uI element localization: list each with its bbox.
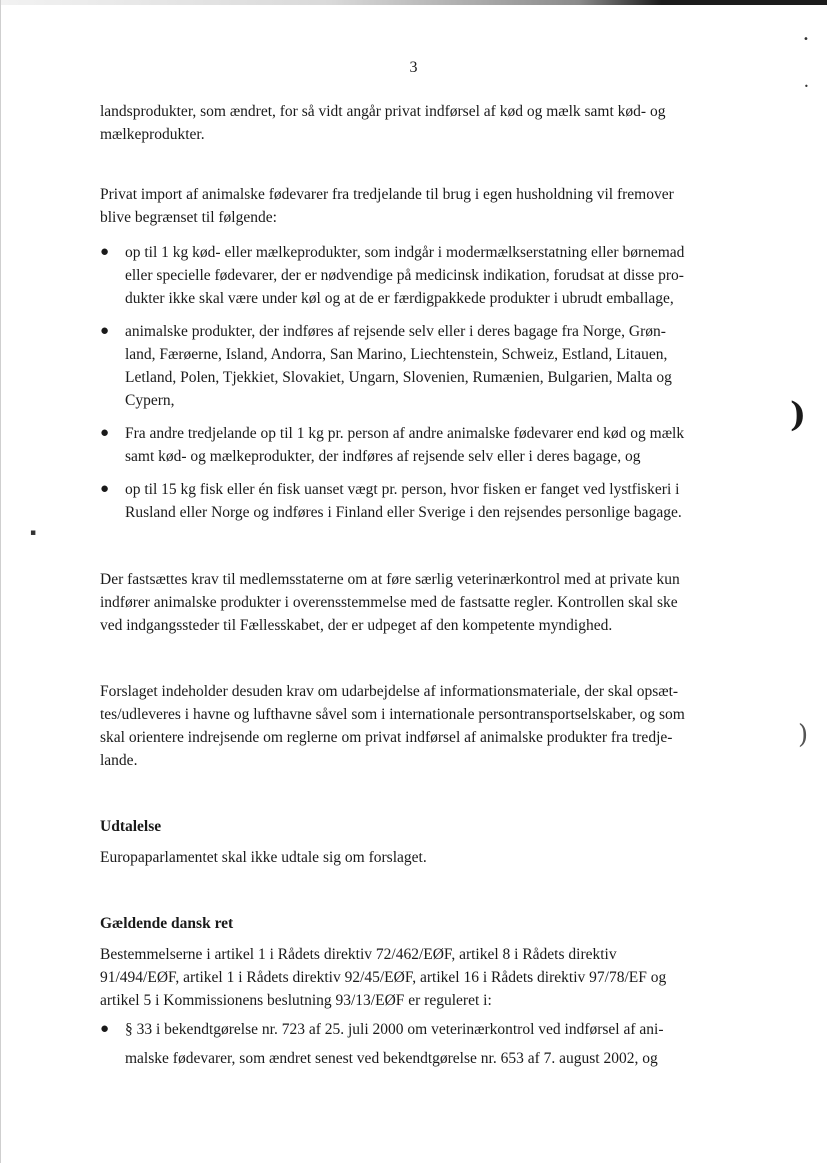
binder-hole-mark: ) [790, 395, 807, 435]
text-line: land, Færøerne, Island, Andorra, San Marino, Liechtenstein, Schweiz, Estland, Litauen, [125, 346, 668, 363]
bullet-icon: ● [100, 1021, 110, 1037]
import-paragraph [100, 183, 740, 229]
list-item [100, 422, 740, 468]
text-line: mælkeprodukter. [100, 126, 205, 143]
text-line: dukter ikke skal være under køl og at de er færdigpakkede produkter i ubrudt emballage, [125, 290, 674, 307]
section-heading-udtalelse: Udtalelse [100, 818, 162, 835]
list-item [100, 478, 740, 524]
binder-hole-mark: ) [798, 720, 809, 750]
list-item [100, 320, 740, 412]
bullet-icon: ● [100, 323, 110, 339]
text-line: Forslaget indeholder desuden krav om udarbejdelse af informationsmateriale, der skal opsæt- [100, 683, 679, 700]
text-line: § 33 i bekendtgørelse nr. 723 af 25. juli 2000 om veterinærkontrol ved indførsel af ani- [125, 1021, 664, 1038]
text-line: Fra andre tredjelande op til 1 kg pr. person af andre animalske fødevarer end kød og mælk [125, 425, 685, 442]
text-line: animalske produkter, der indføres af rejsende selv eller i deres bagage fra Norge, Grøn- [125, 323, 666, 340]
dansk-ret-paragraph [100, 943, 740, 1012]
bullet-icon: ● [100, 244, 110, 260]
scan-speck: • [804, 82, 809, 91]
text-line: Der fastsættes krav til medlemsstaterne om at føre særlig veterinærkontrol med at private kun [100, 571, 680, 588]
import-limits-list [100, 241, 740, 524]
text-line: samt kød- og mælkeprodukter, der indføres af rejsende selv eller i deres bagage, og [125, 448, 641, 465]
text-line: lande. [100, 752, 138, 769]
information-paragraph [100, 680, 740, 772]
text-line: blive begrænset til følgende: [100, 209, 277, 226]
text-line: eller specielle fødevarer, der er nødvendige på medicinsk indikation, forudsat at disse pro- [125, 267, 684, 284]
text-line: Letland, Polen, Tjekkiet, Slovakiet, Ungarn, Slovenien, Rumænien, Bulgarien, Malta og [125, 369, 672, 386]
control-paragraph [100, 568, 740, 637]
list-item [100, 1015, 740, 1073]
scan-speck: ▪ [30, 528, 37, 538]
text-line: landsprodukter, som ændret, for så vidt angår privat indførsel af kød og mælk samt kød- og [100, 103, 666, 120]
bullet-icon: ● [100, 481, 110, 497]
scan-left-edge [0, 0, 1, 1163]
text-line: Bestemmelserne i artikel 1 i Rådets direktiv 72/462/EØF, artikel 8 i Rådets direktiv [100, 946, 617, 963]
text-line: Privat import af animalske fødevarer fra tredjelande til brug i egen husholdning vil fremover [100, 186, 674, 203]
text-line: tes/udleveres i havne og lufthavne såvel som i internationale persontransportselskaber, og som [100, 706, 685, 723]
text-line: Rusland eller Norge og indføres i Finland eller Sverige i den rejsendes personlige bagage. [125, 504, 682, 521]
text-line: Cypern, [125, 392, 175, 409]
section-heading-dansk-ret: Gældende dansk ret [100, 915, 234, 932]
bullet-icon: ● [100, 425, 110, 441]
text-line: malske fødevarer, som ændret senest ved bekendtgørelse nr. 653 af 7. august 2002, og [125, 1050, 658, 1067]
text-line: op til 15 kg fisk eller én fisk uanset vægt pr. person, hvor fisken er fanget ved lystfiskeri i [125, 481, 680, 498]
udtalelse-text: Europaparlamentet skal ikke udtale sig om forslaget. [100, 849, 427, 866]
text-line: indfører animalske produkter i overensstemmelse med de fastsatte regler. Kontrollen skal ske [100, 594, 678, 611]
scan-top-rule [0, 0, 827, 5]
scan-speck: • [803, 34, 809, 45]
text-line: ved indgangssteder til Fællesskabet, der er udpeget af den kompetente myndighed. [100, 617, 613, 634]
dansk-ret-list [100, 1015, 740, 1073]
page-number: 3 [409, 59, 418, 76]
text-line: op til 1 kg kød- eller mælkeprodukter, som indgår i modermælkserstatning eller børnemad [125, 244, 685, 261]
text-line: skal orientere indrejsende om reglerne om privat indførsel af animalske produkter fra tredje- [100, 729, 673, 746]
list-item [100, 241, 740, 310]
text-line: 91/494/EØF, artikel 1 i Rådets direktiv 92/45/EØF, artikel 16 i Rådets direktiv 97/78/EF og [100, 969, 667, 986]
text-line: artikel 5 i Kommissionens beslutning 93/13/EØF er reguleret i: [100, 992, 492, 1009]
intro-paragraph [100, 100, 740, 146]
